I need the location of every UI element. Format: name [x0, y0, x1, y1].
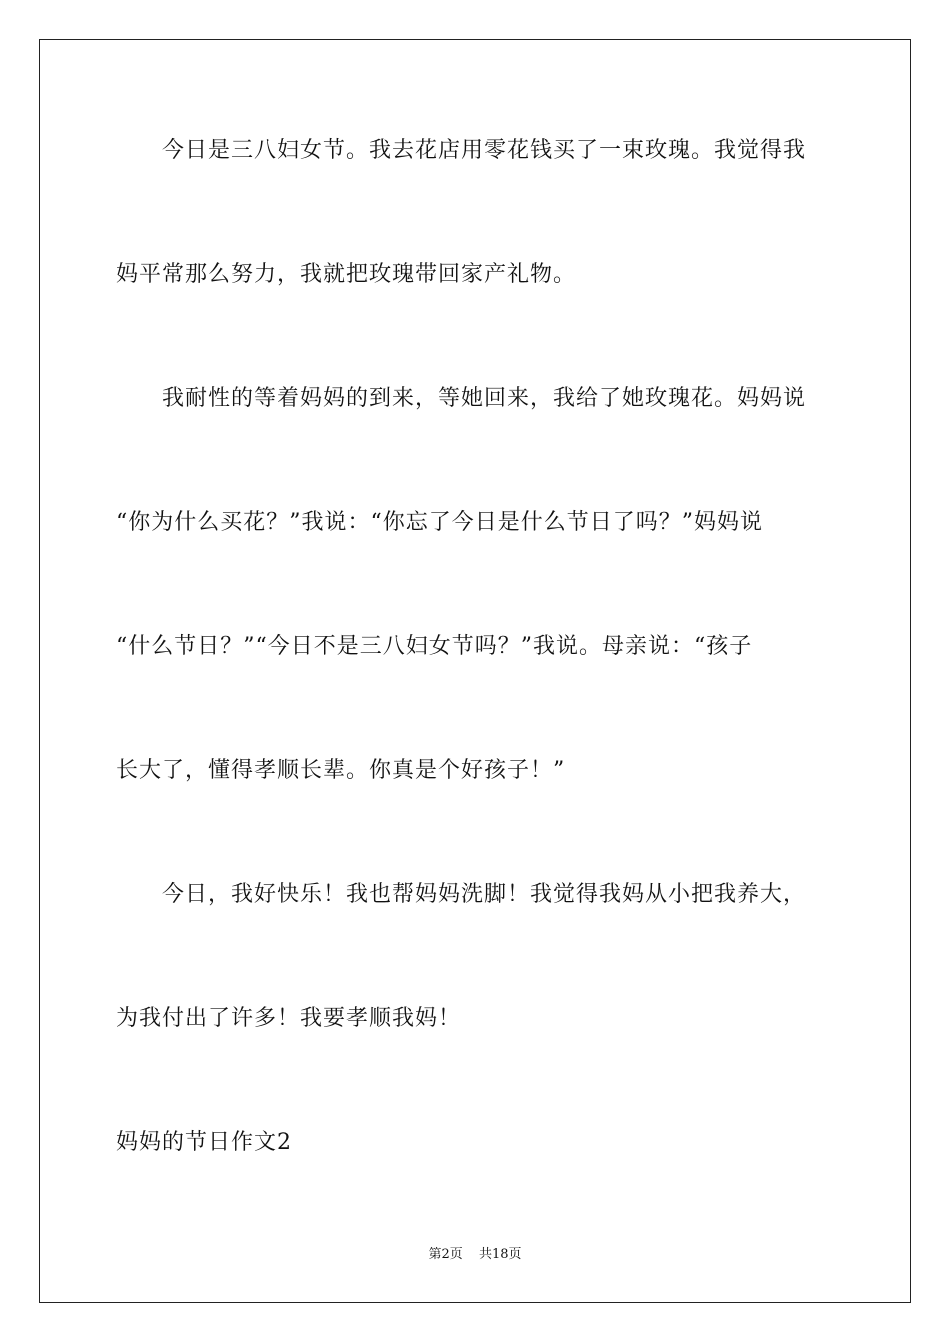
paragraph-3-line-2: 为我付出了许多！我要孝顺我妈！: [116, 1006, 462, 1031]
paragraph-2-line-3: “什么节日？”“今日不是三八妇女节吗？”我说。母亲说：“孩子: [116, 634, 753, 659]
paragraph-2-line-2: “你为什么买花？”我说：“你忘了今日是什么节日了吗？”妈妈说: [116, 510, 763, 535]
paragraph-3-line-1: 今日，我好快乐！我也帮妈妈洗脚！我觉得我妈从小把我养大，: [162, 882, 807, 907]
paragraph-2-line-4: 长大了，懂得孝顺长辈。你真是个好孩子！”: [116, 758, 566, 783]
paragraph-1-line-1: 今日是三八妇女节。我去花店用零花钱买了一束玫瑰。我觉得我: [162, 138, 807, 163]
page-border: [39, 39, 911, 1303]
page-number: 第2页: [428, 1247, 463, 1262]
page-footer: [0, 1246, 950, 1264]
page-total: 共18页: [478, 1247, 522, 1262]
paragraph-2-line-1: 我耐性的等着妈妈的到来，等她回来，我给了她玫瑰花。妈妈说: [162, 386, 807, 411]
paragraph-1-line-2: 妈平常那么努力，我就把玫瑰带回家产礼物。: [116, 262, 577, 287]
section-heading: 妈妈的节日作文2: [116, 1130, 292, 1155]
